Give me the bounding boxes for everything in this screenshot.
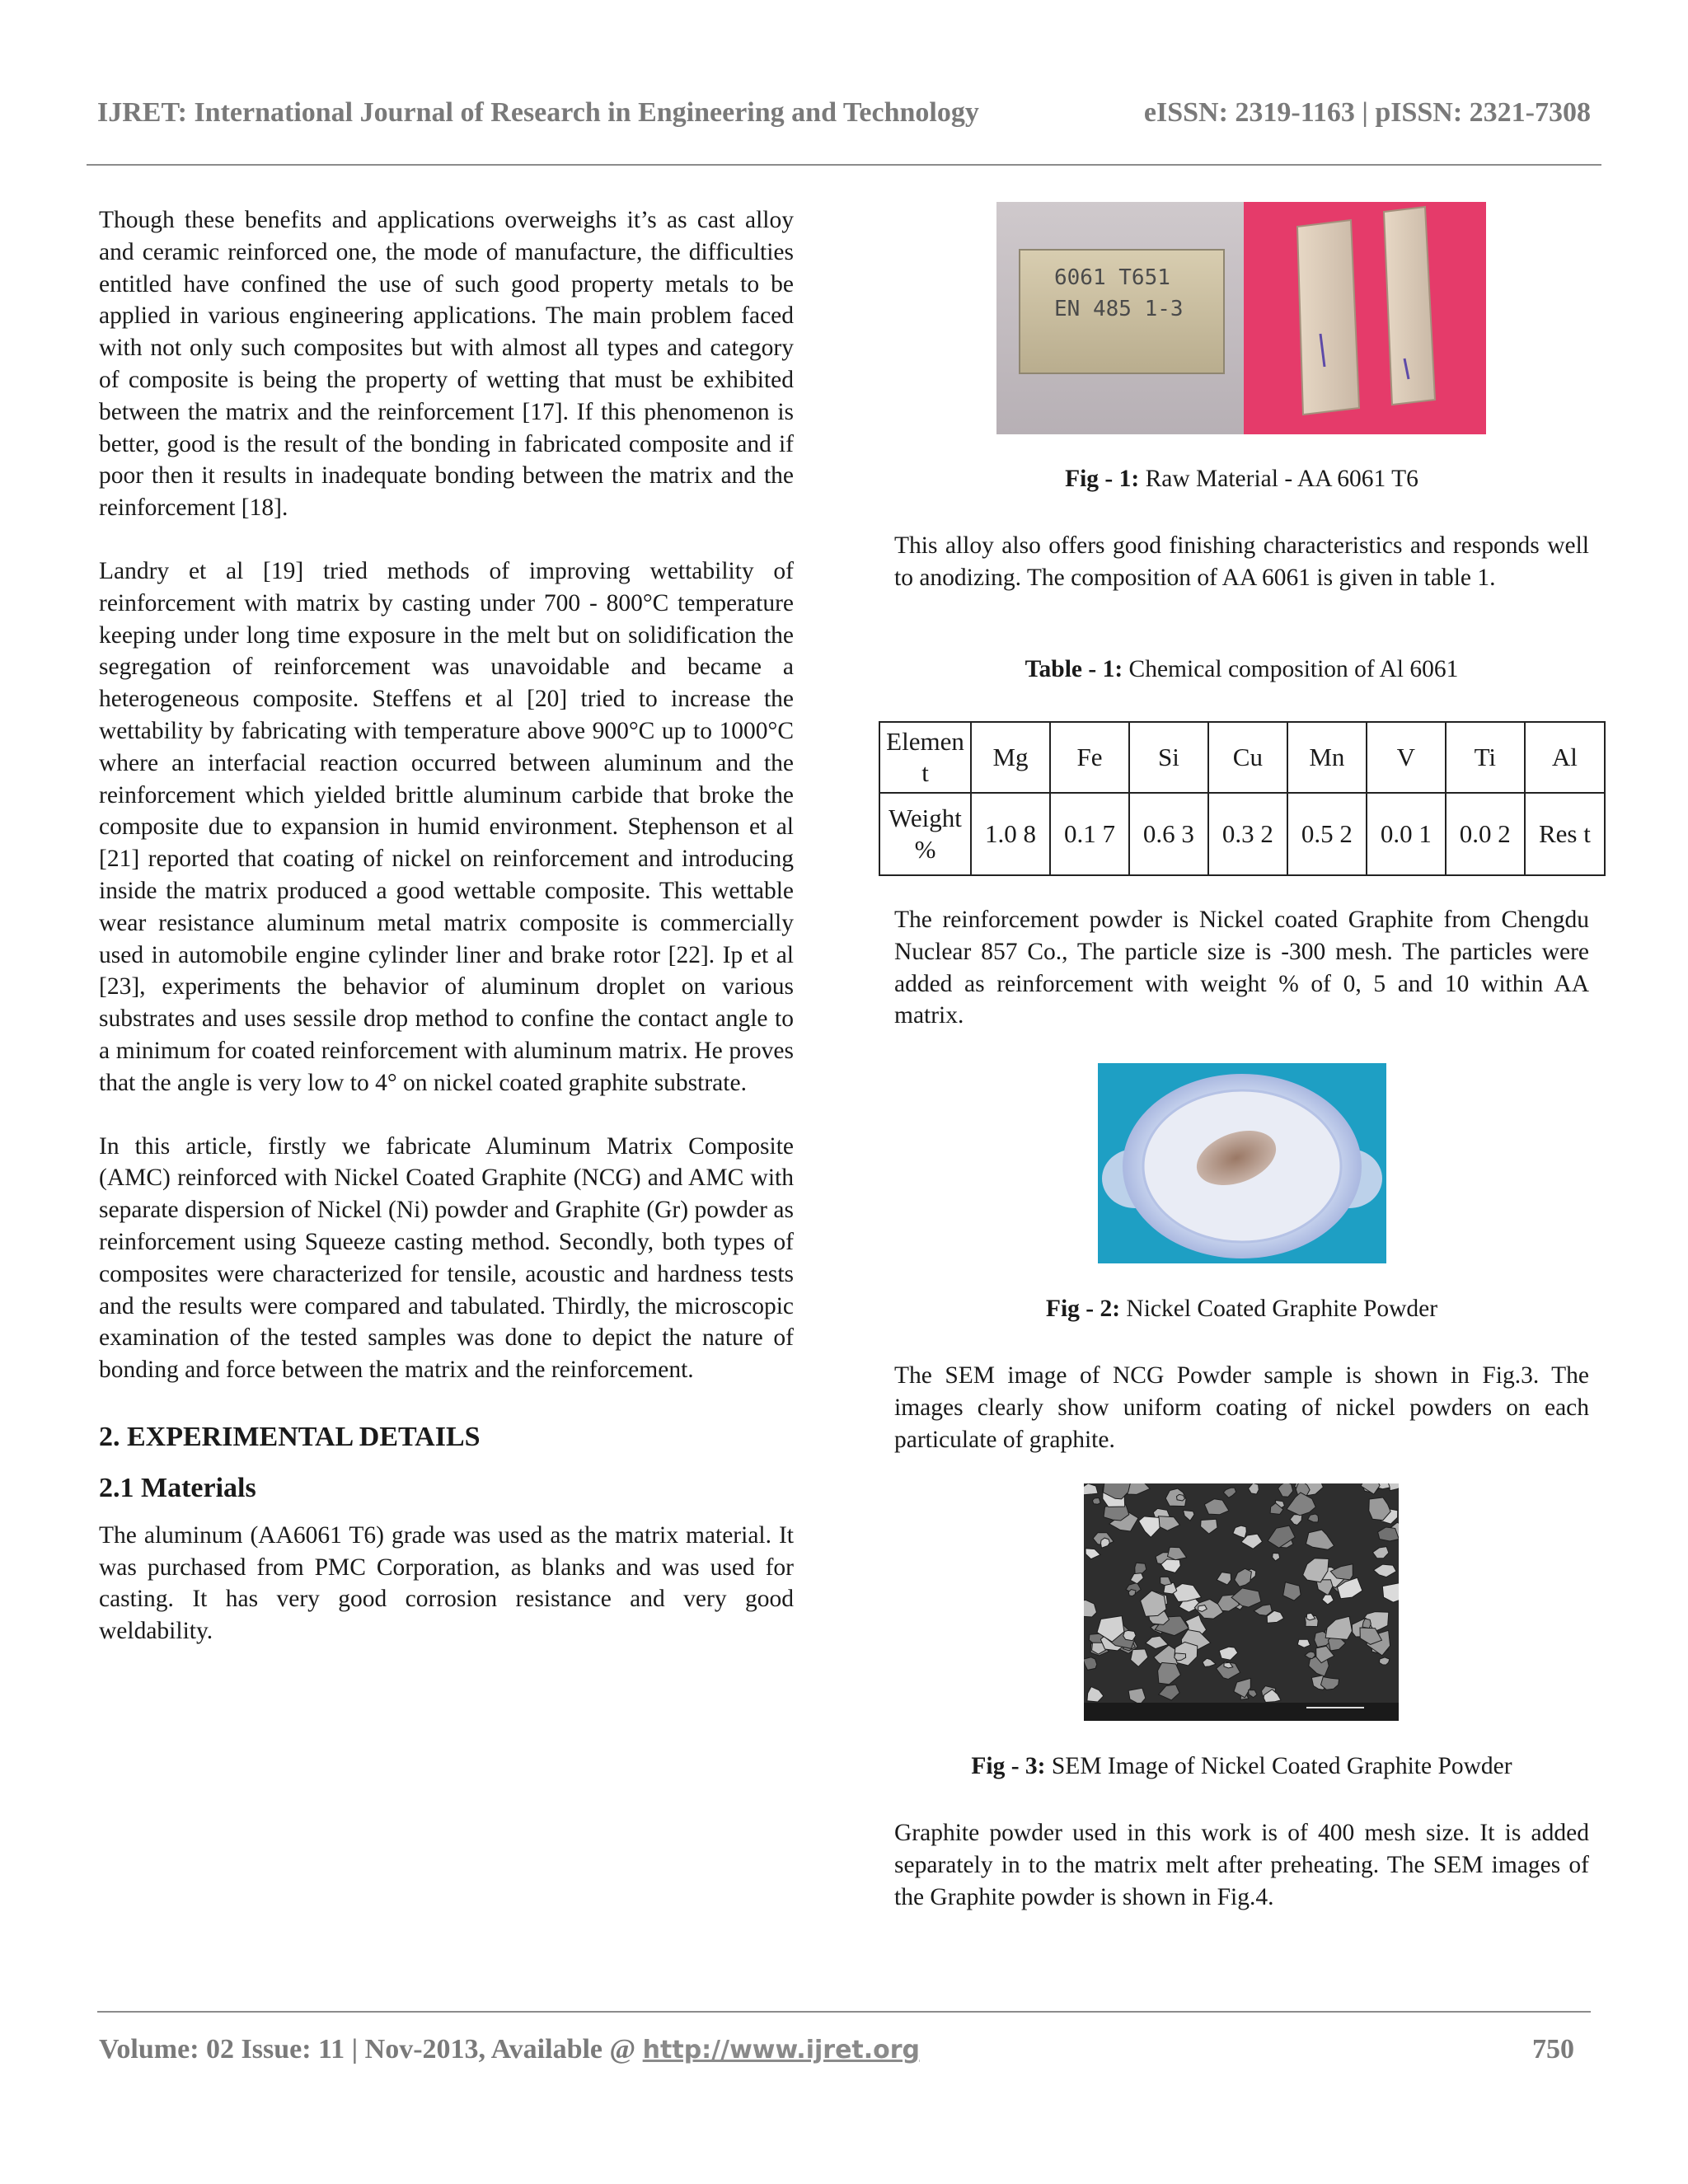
table-cell-weight: 0.6 3 xyxy=(1129,793,1208,875)
paragraph-reinforcement: The reinforcement powder is Nickel coated Graphite from Chengdu Nuclear 857 Co., The particle size is -300 mesh. The particles were added as reinforcement with weight % of 0, 5 and 10 within AA matrix. xyxy=(894,907,1589,1029)
figure3-caption-text: SEM Image of Nickel Coated Graphite Powder xyxy=(1045,1753,1512,1779)
left-column xyxy=(99,204,794,1679)
page-number: 750 xyxy=(1532,2034,1574,2064)
raw-material-photo xyxy=(996,202,1486,434)
figure1-caption-text: Raw Material - AA 6061 T6 xyxy=(1139,466,1418,492)
figure2-caption-text: Nickel Coated Graphite Powder xyxy=(1120,1296,1438,1322)
paragraph-article-overview: In this article, firstly we fabricate Aluminum Matrix Composite (AMC) reinforced with Nickel Coated Graphite (NCG) and AMC with separate dispersion of Nickel (Ni) powder and Graphite (Gr) powder as reinforcement using Squeeze casting method. Secondly, both types of composites were characterized for tensile, acoustic and hardness tests and the results were compared and tabulated. Thirdly, the microscopic examination of the tested samples was done to depict the nature of bonding and force between the matrix and the reinforcement. xyxy=(99,1132,794,1384)
figure3-label: Fig - 3: xyxy=(971,1753,1046,1779)
right-column-sem xyxy=(894,1360,1589,1487)
paragraph-materials: The aluminum (AA6061 T6) grade was used as the matrix material. It was purchased from PMC Corporation, as blanks and was used for casting. It has very good corrosion resistance and very good weldability. xyxy=(99,1521,794,1645)
right-column-reinforcement xyxy=(894,904,1589,1063)
table-cell-element: Fe xyxy=(1050,722,1129,793)
running-footer xyxy=(99,2034,1574,2065)
sem-micrograph xyxy=(1084,1483,1399,1721)
footer-url-link[interactable]: http://www.ijret.org xyxy=(642,2036,921,2064)
table-header-weight: Weight % xyxy=(879,793,971,875)
figure1-caption xyxy=(894,466,1589,493)
table-cell-weight: 0.5 2 xyxy=(1287,793,1367,875)
table-cell-element: V xyxy=(1367,722,1446,793)
table-cell-weight: 0.0 1 xyxy=(1367,793,1446,875)
paragraph-wetting: Though these benefits and applications overweighs it’s as cast alloy and ceramic reinforced one, the mode of manufacture, the difficulties entitled have confined the use of such good property metals to be applied in various engineering applications. The main problem faced with not only such composites but with almost all types and category of composite is being the property of wetting that must be exhibited between the matrix and the reinforcement [17]. If this phenomenon is better, good is the result of the bonding in fabricated composite and if poor then it results in inadequate bonding between the matrix and the reinforcement [18]. xyxy=(99,207,794,522)
issn-numbers: eISSN: 2319-1163 | pISSN: 2321-7308 xyxy=(1143,97,1591,128)
table1-label: Table - 1: xyxy=(1025,656,1123,682)
sem-particle xyxy=(1123,1630,1136,1640)
subsection-heading: 2.1 Materials xyxy=(99,1472,256,1503)
right-column-graphite xyxy=(894,1817,1589,1944)
table-cell-weight: Res t xyxy=(1525,793,1605,875)
table-cell-element: Al xyxy=(1525,722,1605,793)
paragraph-literature: Landry et al [19] tried methods of improving wettability of reinforcement with matrix by casting under 700 - 800°C temperature keeping under long time exposure in the melt but on solidification the segregation of reinforcement was unavoidable and became a heterogeneous composite. Steffens et al [20] tried to increase the wettability by fabricating with temperature above 900°C up to 1000°C where an interfacial reaction occurred between aluminum and the reinforcement which yielded brittle aluminum carbide that broke the composite due to expansion in humid environment. Stephenson et al [21] reported that coating of nickel on reinforcement and introducing inside the matrix produced a good wettable composite. This wettable wear resistance aluminum metal matrix composite is commercially used in automobile engine cylinder liner and brake rotor [22]. Ip et al [23], experiments the behavior of aluminum droplet on various substrates and uses sessile drop method to confine the contact angle to a minimum for coated reinforcement with aluminum matrix. He proves that the angle is very low to 4° on nickel coated graphite substrate. xyxy=(99,557,794,1096)
footer-volume: Volume: 02 Issue: 11 | Nov-2013, Available @ xyxy=(99,2034,643,2064)
composition-table xyxy=(879,721,1606,876)
figure2-label: Fig - 2: xyxy=(1045,1296,1121,1322)
ncg-powder-photo xyxy=(1098,1063,1386,1263)
figure1-label: Fig - 1: xyxy=(1065,466,1140,492)
table-cell-weight: 0.0 2 xyxy=(1446,793,1525,875)
figure2-caption xyxy=(894,1296,1589,1323)
paragraph-graphite: Graphite powder used in this work is of 400 mesh size. It is added separately in to the matrix melt after preheating. The SEM images of the Graphite powder is shown in Fig.4. xyxy=(894,1820,1589,1910)
journal-title: IJRET: International Journal of Research in Engineering and Technology xyxy=(97,97,979,128)
figure-raw-material xyxy=(996,202,1486,434)
table-header-element: Elemen t xyxy=(879,722,971,793)
running-header xyxy=(97,97,1591,138)
table1-caption xyxy=(894,656,1589,683)
figure-ncg-powder xyxy=(1098,1063,1386,1263)
table-cell-element: Mn xyxy=(1287,722,1367,793)
table-cell-weight: 0.1 7 xyxy=(1050,793,1129,875)
table-cell-element: Si xyxy=(1129,722,1208,793)
paragraph-sem: The SEM image of NCG Powder sample is shown in Fig.3. The images clearly show uniform coating of nickel powders on each particulate of graphite. xyxy=(894,1362,1589,1453)
table-row-element xyxy=(879,722,1605,793)
figure-sem-ncg xyxy=(1084,1483,1399,1721)
block-label-line2: EN 485 1-3 xyxy=(1054,297,1184,321)
table-cell-element: Cu xyxy=(1208,722,1287,793)
table-row-weight xyxy=(879,793,1605,875)
paragraph-alloy: This alloy also offers good finishing characteristics and responds well to anodizing. The composition of AA 6061 is given in table 1. xyxy=(894,532,1589,591)
table-cell-weight: 1.0 8 xyxy=(971,793,1050,875)
table-cell-weight: 0.3 2 xyxy=(1208,793,1287,875)
block-label-line1: 6061 T651 xyxy=(1054,265,1170,290)
table-cell-element: Ti xyxy=(1446,722,1525,793)
table1-caption-text: Chemical composition of Al 6061 xyxy=(1123,656,1459,682)
figure3-caption xyxy=(894,1753,1589,1780)
sem-particle xyxy=(1092,1498,1100,1505)
right-column-top xyxy=(894,530,1589,626)
section-heading: 2. EXPERIMENTAL DETAILS xyxy=(99,1421,481,1452)
table-cell-element: Mg xyxy=(971,722,1050,793)
header-rule xyxy=(87,164,1601,166)
footer-rule xyxy=(97,2011,1591,2013)
